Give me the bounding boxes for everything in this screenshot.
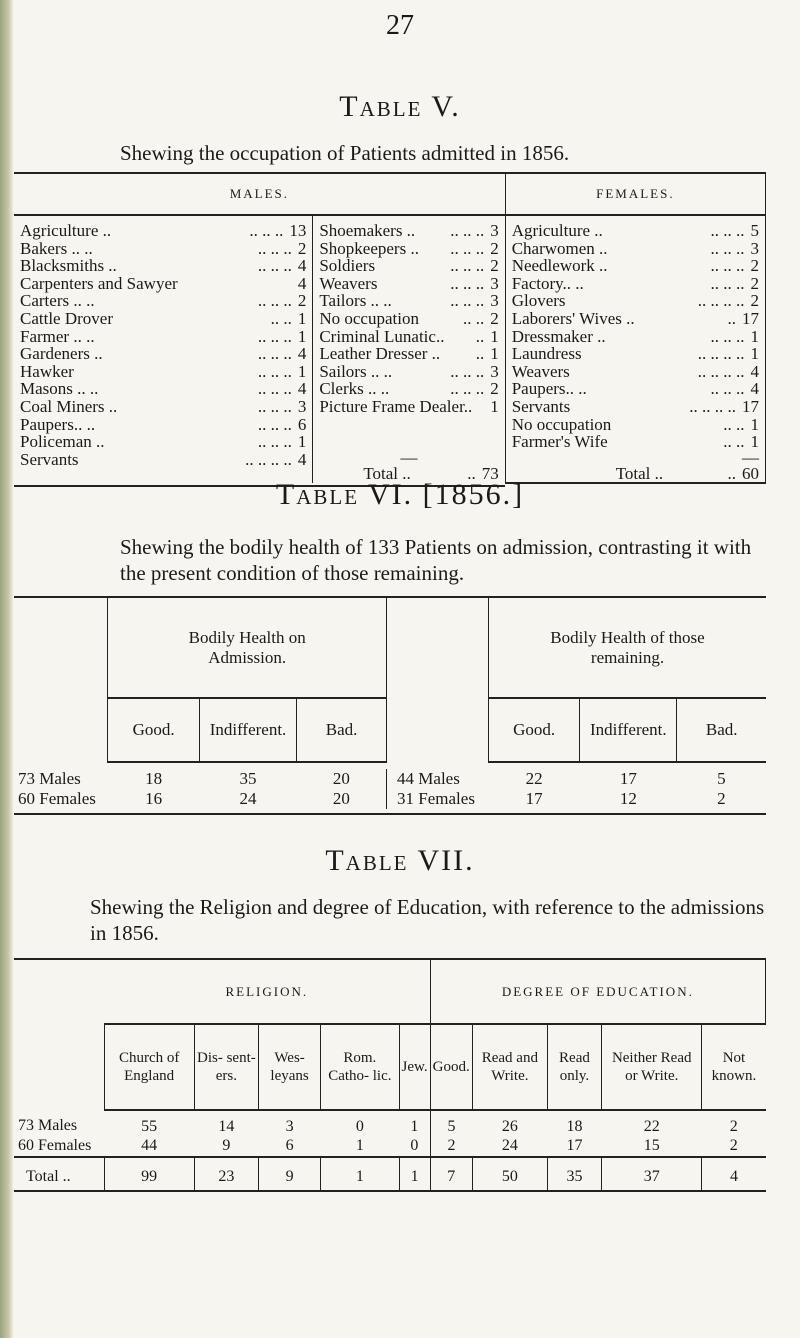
occupation-count: 2 <box>750 256 759 276</box>
occupation-row <box>14 398 312 416</box>
remaining-value: 17 <box>619 769 637 788</box>
occupation-row <box>506 363 765 381</box>
remaining-value: 17 <box>525 789 543 808</box>
remaining-col-header: Good. <box>488 698 579 762</box>
table-6-subtitle: Shewing the bodily health of 133 Patients on admission, contrasting it with the present condition of those remaining. <box>120 535 752 585</box>
occupation-count: 2 <box>750 291 759 311</box>
occupation-label: Laborers' Wives .. <box>511 308 635 328</box>
occupation-row <box>506 345 765 363</box>
table-5-subtitle: Shewing the occupation of Patients admitted in 1856. <box>120 141 570 165</box>
males-col-1 <box>14 215 313 483</box>
occupation-row <box>14 416 312 434</box>
occupation-count: 1 <box>297 326 307 346</box>
leader-dots: .. .. .. <box>710 273 745 293</box>
occupation-row <box>313 363 504 381</box>
occupation-label: Criminal Lunatic.. <box>319 326 445 346</box>
occupation-count: 6 <box>297 414 307 434</box>
occupation-count: 1 <box>490 344 499 364</box>
column-header: Dis- sent- ers. <box>194 1024 258 1110</box>
occupation-label: Bakers .. .. <box>20 238 93 258</box>
table-7-total-row <box>14 1157 766 1191</box>
leader-dots: .. .. <box>270 308 292 328</box>
cell-value: 5 <box>430 1110 472 1136</box>
occupation-label: Servants <box>511 396 571 416</box>
occupation-label: No occupation <box>511 414 612 434</box>
occupation-row <box>14 328 312 346</box>
leader-dots: .. .. .. .. <box>697 291 745 311</box>
occupation-count: 3 <box>490 291 499 311</box>
page-binding-edge <box>0 0 14 1338</box>
occupation-label: Soldiers <box>319 256 376 276</box>
leader-dots: .. .. <box>462 308 485 328</box>
page-number: 27 <box>386 10 414 41</box>
occupation-label: Cattle Drover <box>20 308 113 328</box>
leader-dots: .. <box>475 326 485 346</box>
females-total-rule: — <box>742 447 759 467</box>
females-total-label: Total .. <box>615 463 664 483</box>
cell-value: 18 <box>566 1117 583 1135</box>
females-total-value: 60 <box>742 463 759 483</box>
column-header: Jew. <box>399 1024 430 1110</box>
occupation-row <box>313 240 504 258</box>
cell-value: 0 <box>355 1117 364 1135</box>
occupation-row <box>14 310 312 328</box>
occupation-label: Clerks .. .. <box>319 379 390 399</box>
occupation-count: 4 <box>750 379 759 399</box>
leader-dots: .. <box>475 344 485 364</box>
leader-dots: .. .. .. <box>710 221 745 240</box>
occupation-label: Paupers.. .. <box>511 379 587 399</box>
leader-dots: .. .. .. <box>257 361 292 381</box>
cell-value: 55 <box>141 1117 158 1135</box>
occupation-row <box>14 345 312 363</box>
occupation-count: 4 <box>297 256 307 276</box>
leader-dots: .. <box>727 308 736 328</box>
leader-dots: .. .. .. <box>710 256 745 276</box>
table-6-body <box>14 769 766 809</box>
remaining-value: 5 <box>717 769 726 788</box>
occupation-label: Gardeners .. <box>20 344 103 364</box>
remaining-group-header: Bodily Health of those remaining. <box>488 597 766 698</box>
column-header: Good. <box>430 1024 472 1110</box>
males-total-rule: — <box>400 447 418 467</box>
leader-dots: .. .. .. <box>257 326 292 346</box>
cell-value: 2 <box>729 1117 738 1135</box>
table-7-column-headers <box>14 1024 766 1110</box>
leader-dots: .. .. .. <box>249 221 284 240</box>
cell-value: 2 <box>430 1136 472 1157</box>
occupation-count: 1 <box>297 308 307 328</box>
occupation-row <box>313 310 504 328</box>
table-7-body <box>14 1110 766 1157</box>
total-value: 1 <box>321 1157 399 1191</box>
occupation-count: 2 <box>490 308 499 328</box>
leader-dots: .. .. .. <box>450 379 485 399</box>
occupation-row <box>506 240 765 258</box>
column-header: Read and Write. <box>472 1024 547 1110</box>
leader-dots: .. .. .. .. <box>697 344 745 364</box>
cell-value: 0 <box>410 1137 419 1154</box>
occupation-count: 2 <box>490 256 499 276</box>
admission-group-header: Bodily Health on Admission. <box>108 597 387 698</box>
occupation-label: Farmer's Wife <box>511 432 608 452</box>
table-row <box>14 1136 766 1157</box>
cell-value: 1 <box>410 1117 419 1135</box>
leader-dots: .. .. .. <box>257 238 292 258</box>
remaining-count: 44 Males <box>387 769 489 789</box>
leader-dots: .. .. .. .. <box>689 396 736 416</box>
admission-value: 18 <box>145 769 163 788</box>
remaining-col-header: Bad. <box>677 698 766 762</box>
total-value: 37 <box>602 1157 702 1191</box>
males-total-label: Total .. <box>363 463 411 483</box>
occupation-count: 5 <box>750 221 759 240</box>
occupation-count: 4 <box>750 361 759 381</box>
row-label: 73 Males <box>18 769 81 788</box>
remaining-value: 2 <box>717 789 726 808</box>
column-header: Wes- leyans <box>259 1024 321 1110</box>
occupation-count: 4 <box>297 273 307 293</box>
occupation-row <box>14 380 312 398</box>
total-label: Total .. <box>14 1157 104 1191</box>
occupation-row <box>313 292 504 310</box>
cell-value: 24 <box>501 1137 518 1154</box>
occupation-label: Sailors .. .. <box>319 361 393 381</box>
occupation-count: 1 <box>490 396 499 416</box>
occupation-row <box>506 275 765 293</box>
total-value: 35 <box>547 1157 601 1191</box>
occupation-label: Shopkeepers .. <box>319 238 419 258</box>
cell-value: 3 <box>285 1117 294 1135</box>
leader-dots: .. .. .. <box>257 379 292 399</box>
total-value: 23 <box>194 1157 258 1191</box>
occupation-label: Policeman .. <box>20 432 105 452</box>
column-header: Not known. <box>702 1024 766 1110</box>
occupation-count: 3 <box>297 396 307 416</box>
cell-value: 17 <box>566 1137 583 1154</box>
row-label: 60 Females <box>18 1137 92 1154</box>
table-row <box>14 1110 766 1136</box>
occupation-count: 17 <box>742 308 759 328</box>
leader-dots <box>472 398 490 416</box>
occupation-label: Needlework .. <box>511 256 608 276</box>
admission-col-header: Indifferent. <box>199 698 296 762</box>
occupation-label: Leather Dresser .. <box>319 344 441 364</box>
males-header: MALES. <box>14 173 505 215</box>
occupation-label: Paupers.. .. <box>20 414 96 434</box>
admission-value: 24 <box>239 789 257 808</box>
cell-value: 14 <box>218 1117 235 1135</box>
admission-value: 20 <box>332 789 350 808</box>
occupation-label: Servants <box>20 449 79 469</box>
occupation-label: No occupation <box>319 308 419 328</box>
occupation-label: Picture Frame Dealer.. <box>319 396 473 416</box>
occupation-label: Coal Miners .. <box>20 396 118 416</box>
occupation-label: Glovers <box>511 291 566 311</box>
admission-value: 16 <box>145 789 163 808</box>
occupation-row <box>14 451 312 469</box>
remaining-col-header: Indifferent. <box>580 698 677 762</box>
occupation-label: Laundress <box>511 344 582 364</box>
admission-value: 35 <box>239 769 257 788</box>
occupation-row <box>14 240 312 258</box>
leader-dots: .. .. .. <box>257 432 292 452</box>
occupation-label: Carpenters and Sawyer <box>20 273 178 293</box>
total-value: 9 <box>259 1157 321 1191</box>
leader-dots: .. .. .. <box>257 291 292 311</box>
occupation-row <box>313 275 504 293</box>
occupation-count: 1 <box>750 414 759 434</box>
occupation-row <box>506 222 765 240</box>
occupation-label: Tailors .. .. <box>319 291 392 311</box>
column-header: Read only. <box>547 1024 601 1110</box>
occupation-row <box>506 292 765 310</box>
males-col-1-list <box>14 222 312 468</box>
leader-dots: .. .. .. <box>257 256 292 276</box>
occupation-count: 2 <box>490 379 499 399</box>
males-total-dots: .. <box>467 463 476 483</box>
occupation-row <box>313 222 504 240</box>
occupation-label: Farmer .. .. <box>20 326 95 346</box>
leader-dots: .. .. .. <box>710 238 745 258</box>
occupation-count: 17 <box>742 396 759 416</box>
occupation-row <box>506 328 765 346</box>
occupation-row <box>14 275 312 293</box>
males-total-value: 73 <box>481 463 499 483</box>
middle-spacer <box>387 698 489 762</box>
occupation-label: Charwomen .. <box>511 238 608 258</box>
leader-dots: .. .. .. <box>450 291 485 311</box>
leader-dots: .. .. .. <box>710 326 745 346</box>
females-header: FEMALES. <box>505 173 765 215</box>
table-5 <box>14 172 766 487</box>
leader-dots: .. .. .. <box>450 361 485 381</box>
occupation-count: 2 <box>297 238 307 258</box>
total-value: 4 <box>702 1157 766 1191</box>
occupation-row <box>14 222 312 240</box>
occupation-count: 1 <box>490 326 499 346</box>
occupation-count: 2 <box>490 238 499 258</box>
total-value: 99 <box>104 1157 194 1191</box>
cell-value: 1 <box>355 1137 364 1154</box>
occupation-count: 1 <box>750 326 759 346</box>
occupation-label: Agriculture .. <box>511 221 603 240</box>
cell-value: 15 <box>643 1137 660 1154</box>
column-header: Neither Read or Write. <box>602 1024 702 1110</box>
cell-value: 26 <box>501 1117 518 1135</box>
occupation-count: 3 <box>490 273 499 293</box>
total-value: 7 <box>430 1157 472 1191</box>
occupation-count: 3 <box>490 221 499 240</box>
row-label: 73 Males <box>18 1117 78 1134</box>
leader-dots: .. .. <box>723 414 745 434</box>
females-col <box>505 215 765 483</box>
occupation-count: 13 <box>289 221 307 240</box>
remaining-value: 12 <box>619 789 637 808</box>
occupation-row <box>313 380 504 398</box>
leader-dots <box>178 275 298 293</box>
occupation-label: Agriculture .. <box>20 221 112 240</box>
total-value: 50 <box>472 1157 547 1191</box>
cell-value: 22 <box>643 1117 660 1135</box>
leader-dots: .. .. <box>723 432 745 452</box>
occupation-count: 1 <box>297 361 307 381</box>
occupation-label: Masons .. .. <box>20 379 99 399</box>
admission-value: 20 <box>332 769 350 788</box>
males-col-2-list <box>313 222 504 451</box>
occupation-row <box>313 398 504 416</box>
occupation-label: Shoemakers .. <box>319 221 416 240</box>
remaining-count: 31 Females <box>387 789 489 809</box>
occupation-label: Weavers <box>511 361 570 381</box>
occupation-row <box>14 257 312 275</box>
occupation-row <box>506 380 765 398</box>
occupation-row <box>313 257 504 275</box>
column-header: Rom. Catho- lic. <box>321 1024 399 1110</box>
females-total-dots: .. <box>727 463 736 483</box>
occupation-row <box>506 257 765 275</box>
occupation-label: Carters .. .. <box>20 291 95 311</box>
females-list <box>506 222 765 451</box>
table-7 <box>14 958 766 1192</box>
leader-dots: .. .. .. <box>257 396 292 416</box>
occupation-count: 1 <box>297 432 307 452</box>
occupation-count: 3 <box>490 361 499 381</box>
table-5-title: Table V. <box>339 90 461 123</box>
table-row <box>14 769 766 789</box>
education-header: DEGREE OF EDUCATION. <box>430 959 765 1024</box>
leader-dots: .. .. .. .. <box>697 361 745 381</box>
total-value: 1 <box>399 1157 430 1191</box>
occupation-row <box>313 345 504 363</box>
table-7-title: Table VII. <box>325 844 475 877</box>
occupation-row <box>506 310 765 328</box>
leader-dots: .. .. .. <box>257 344 292 364</box>
occupation-label: Hawker <box>20 361 74 381</box>
occupation-label: Dressmaker .. <box>511 326 606 346</box>
occupation-count: 1 <box>750 344 759 364</box>
table-6-column-headers <box>14 698 766 762</box>
occupation-count: 2 <box>297 291 307 311</box>
cell-value: 9 <box>222 1137 231 1154</box>
occupation-count: 4 <box>297 344 307 364</box>
occupation-row <box>506 398 765 416</box>
occupation-row <box>14 363 312 381</box>
occupation-label: Weavers <box>319 273 378 293</box>
occupation-row <box>506 416 765 434</box>
table-6-title: Table VI. [1856.] <box>275 478 525 511</box>
admission-col-header: Good. <box>108 698 200 762</box>
cell-value: 44 <box>141 1137 158 1154</box>
religion-header: RELIGION. <box>104 959 430 1024</box>
occupation-label: Factory.. .. <box>511 273 584 293</box>
occupation-count: 2 <box>750 273 759 293</box>
cell-value: 2 <box>729 1137 738 1154</box>
occupation-count: 3 <box>750 238 759 258</box>
cell-value: 6 <box>285 1137 294 1154</box>
leader-dots: .. .. .. <box>450 273 485 293</box>
occupation-count: 4 <box>297 379 307 399</box>
males-col-2 <box>313 215 505 483</box>
leader-dots: .. .. .. <box>450 238 485 258</box>
column-header: Church of England <box>104 1024 194 1110</box>
leader-dots: .. .. .. <box>450 221 485 240</box>
occupation-count: 4 <box>297 449 307 469</box>
table-7-subtitle: Shewing the Religion and degree of Education, with reference to the admissions in 1856. <box>90 895 765 945</box>
row-label: 60 Females <box>18 789 96 808</box>
table-row <box>14 789 766 809</box>
occupation-count: 1 <box>750 432 759 452</box>
occupation-label: Blacksmiths .. <box>20 256 117 276</box>
leader-dots: .. .. .. <box>710 379 745 399</box>
occupation-row <box>14 433 312 451</box>
leader-dots: .. .. .. <box>257 414 292 434</box>
occupation-row <box>14 292 312 310</box>
occupation-row <box>506 433 765 451</box>
table-6 <box>14 596 766 815</box>
remaining-value: 22 <box>525 769 543 788</box>
occupation-row <box>313 328 504 346</box>
admission-col-header: Bad. <box>297 698 387 762</box>
leader-dots: .. .. .. <box>450 256 485 276</box>
leader-dots: .. .. .. .. <box>245 449 292 469</box>
